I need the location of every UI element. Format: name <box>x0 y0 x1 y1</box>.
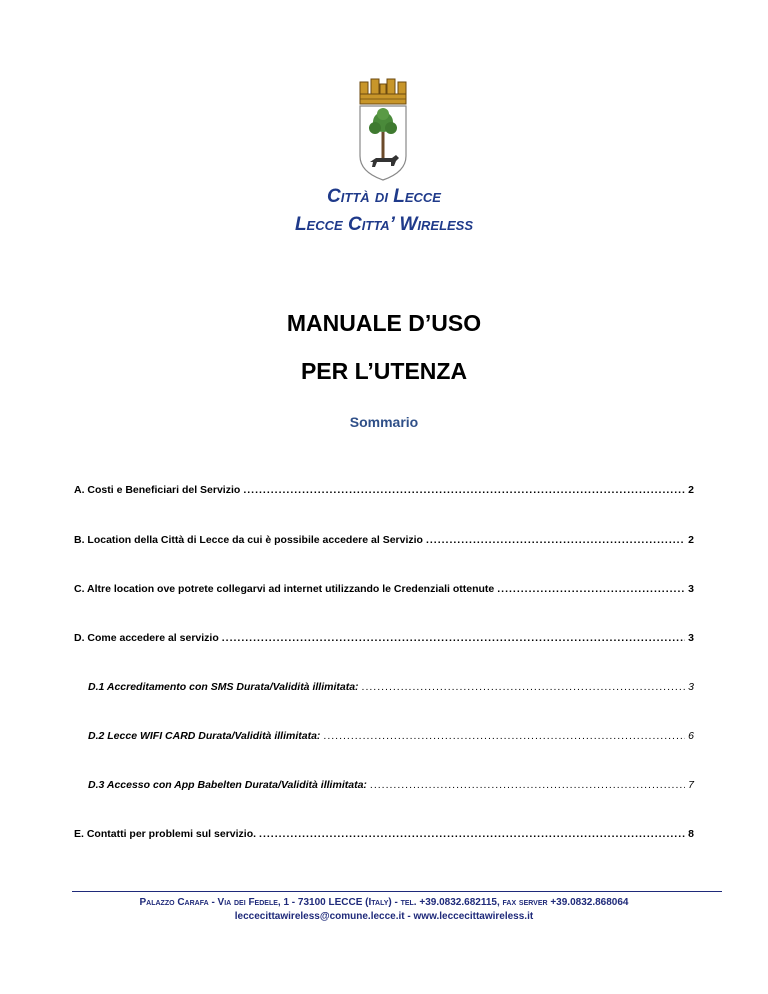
toc-leader <box>497 583 685 595</box>
toc-entry-label: D.2 Lecce WIFI CARD Durata/Validità illimitata: <box>88 730 321 742</box>
toc-entry-b[interactable] <box>74 534 694 546</box>
toc-entry-d2[interactable] <box>88 730 694 742</box>
city-line2-part2: Citta’ <box>347 214 400 235</box>
toc-heading: Sommario <box>349 414 419 430</box>
toc-entry-c[interactable] <box>74 583 694 595</box>
toc-entry-page: 7 <box>688 779 694 791</box>
toc-leader <box>370 779 685 791</box>
toc-entry-label: D.3 Accesso con App Babelten Durata/Validità illimitata: <box>88 779 367 791</box>
toc-entry-label: D.1 Accreditamento con SMS Durata/Validità illimitata: <box>88 681 359 693</box>
title-line2: PER L’UTENZA <box>300 358 468 384</box>
toc-entry-a[interactable] <box>74 484 694 496</box>
city-line2-part3: Wireless <box>399 214 474 235</box>
toc-entry-d1[interactable] <box>88 681 694 693</box>
city-line2-part1: Lecce <box>294 214 348 235</box>
toc-entry-page: 3 <box>688 681 694 693</box>
footer-divider <box>72 891 722 892</box>
footer-contacts: leccecittawireless@comune.lecce.it - www.leccecittawireless.it <box>234 911 534 922</box>
toc-leader <box>259 828 685 840</box>
toc-entry-page: 3 <box>688 583 694 595</box>
city-line1-part1: Città di <box>327 186 394 207</box>
toc-leader <box>222 632 685 644</box>
toc-leader <box>243 484 685 496</box>
toc-entry-e[interactable] <box>74 828 694 840</box>
toc-entry-page: 2 <box>688 534 694 546</box>
coat-of-arms-icon <box>352 76 414 182</box>
toc-entry-page: 8 <box>688 828 694 840</box>
toc-entry-label: D. Come accedere al servizio <box>74 632 219 644</box>
toc-entry-label: C. Altre location ove potrete collegarvi ad internet utilizzando le Credenziali ottenute <box>74 583 495 595</box>
service-name <box>0 214 768 236</box>
toc-leader <box>362 681 686 693</box>
toc-entry-label: B. Location della Città di Lecce da cui è possibile accedere al Servizio <box>74 534 423 546</box>
title-line1: MANUALE D’USO <box>286 310 482 336</box>
toc-entry-d3[interactable] <box>88 779 694 791</box>
toc-entry-page: 2 <box>688 484 694 496</box>
toc-entry-d[interactable] <box>74 632 694 644</box>
toc-entry-page: 6 <box>688 730 694 742</box>
city-line1-part2: Lecce <box>393 186 441 207</box>
toc-leader <box>323 730 685 742</box>
toc-entry-page: 3 <box>688 632 694 644</box>
city-name <box>0 186 768 208</box>
footer-address: Palazzo Carafa - Via dei Fedele, 1 - 73100 LECCE (Italy) - tel. +39.0832.682115, fax server +39.0832.868064 <box>139 897 629 908</box>
toc-leader <box>426 534 685 546</box>
toc-entry-label: A. Costi e Beneficiari del Servizio <box>74 484 241 496</box>
toc-entry-label: E. Contatti per problemi sul servizio. <box>74 828 257 840</box>
